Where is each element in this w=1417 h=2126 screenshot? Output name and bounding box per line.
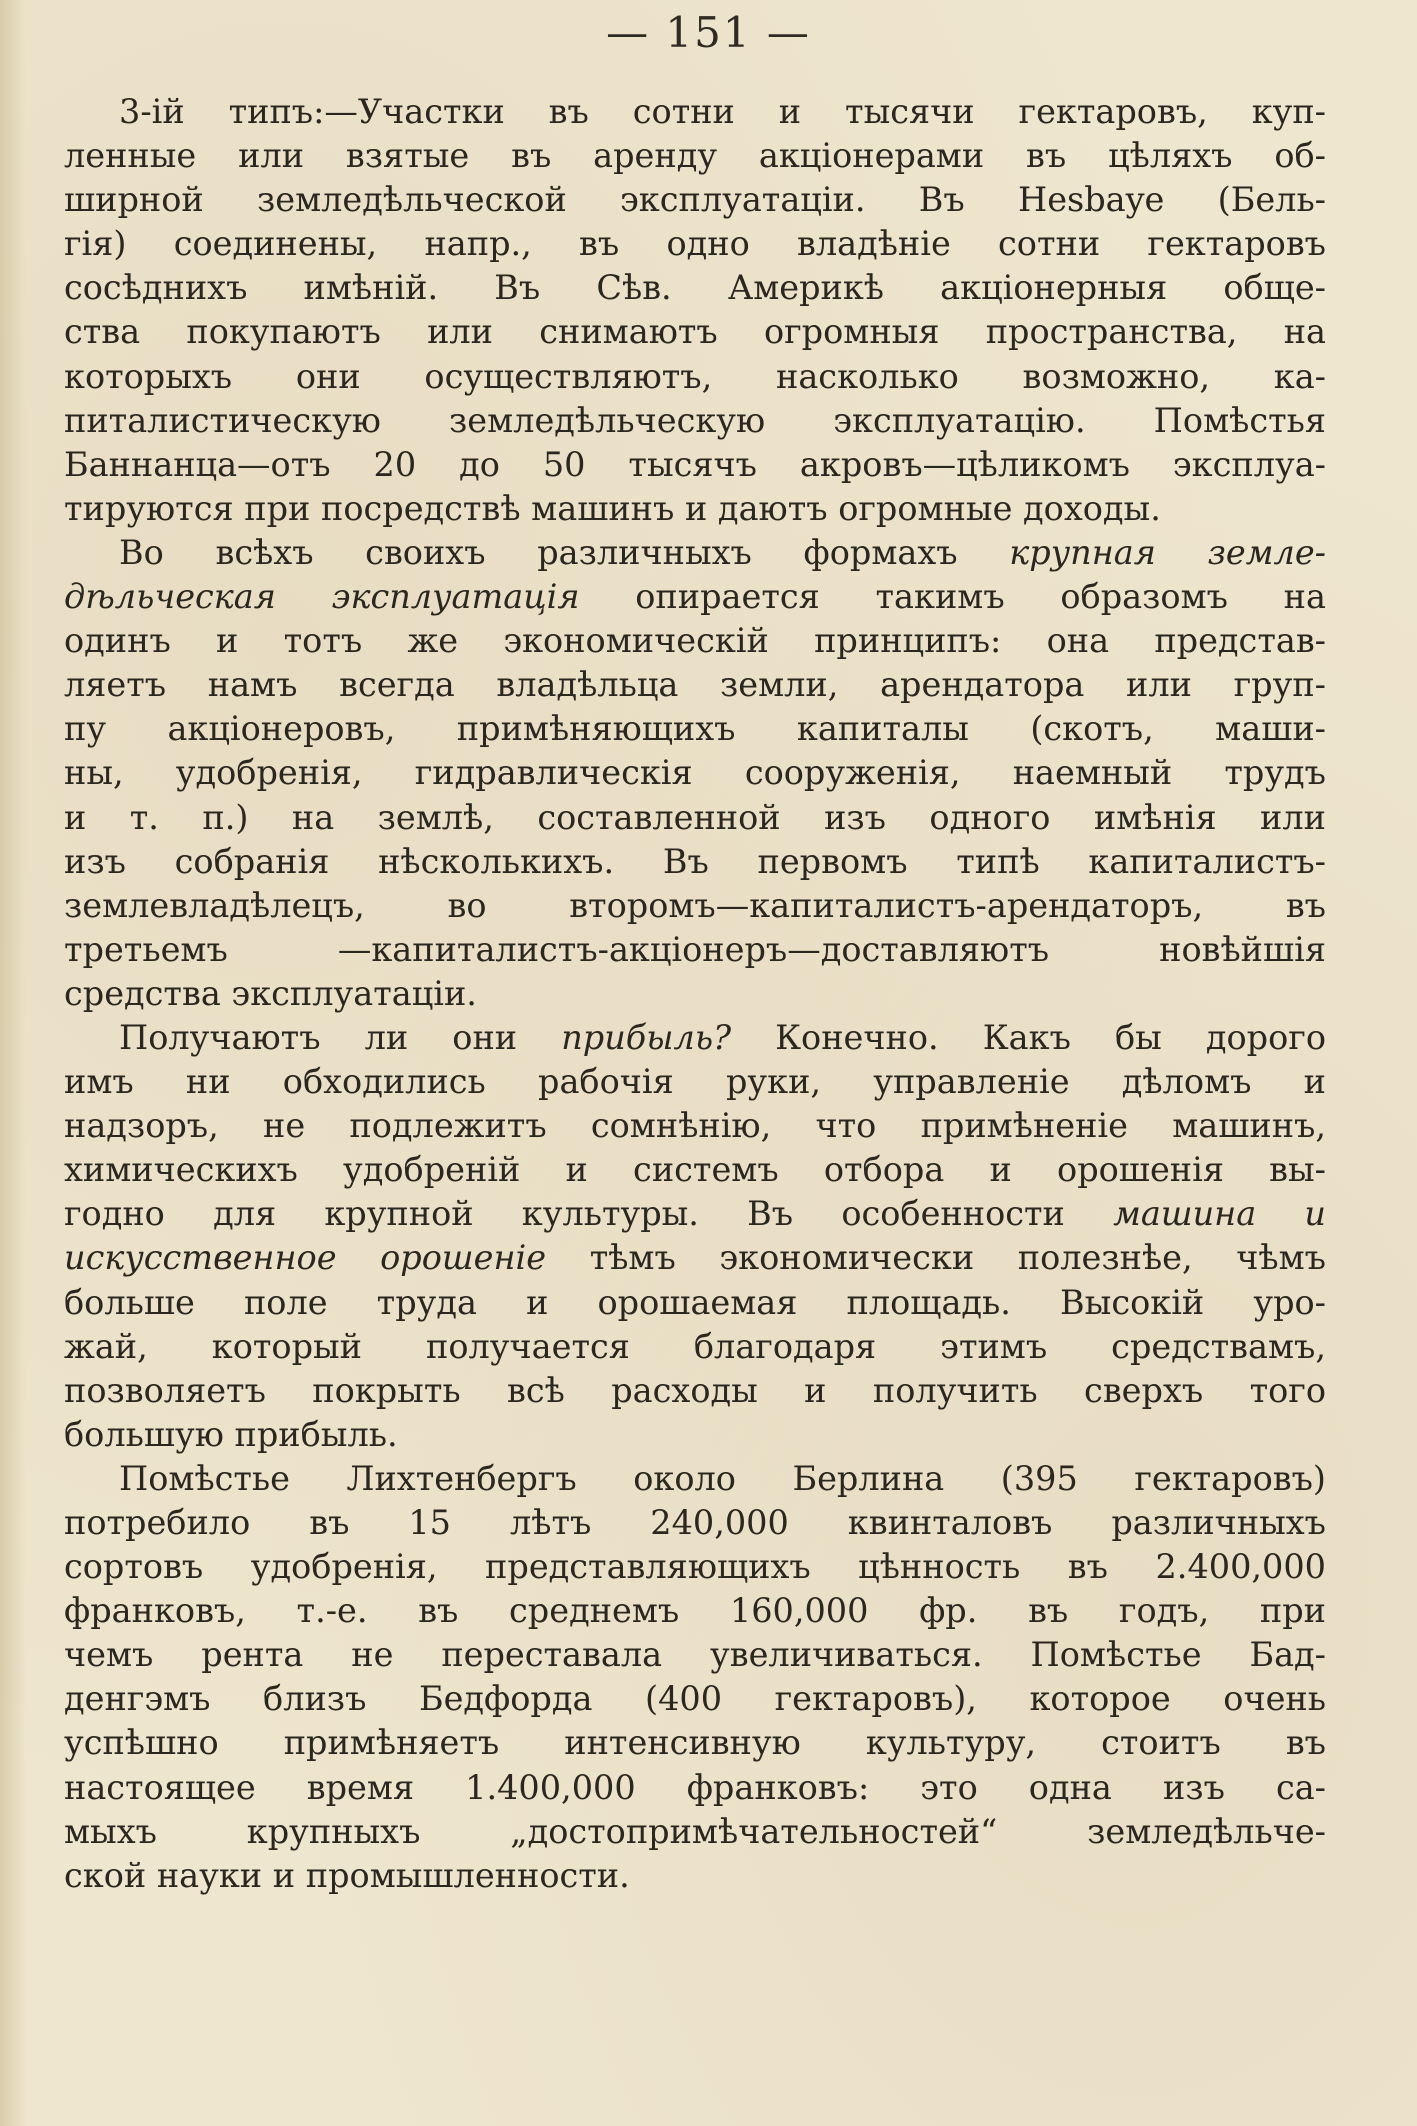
text-run: сортовъ удобренія, представляющихъ цѣнность въ 2.400,000: [64, 1547, 1326, 1587]
text-run: ны, удобренія, гидравлическія сооруженія, наемный трудъ: [64, 753, 1326, 793]
text-line: [64, 1854, 1326, 1898]
italic-text: искусственное орошеніе: [64, 1238, 547, 1278]
text-line: [64, 663, 1326, 707]
text-run: годно для крупной культуры. Въ особенности: [64, 1194, 1114, 1234]
italic-text: машина и: [1113, 1194, 1326, 1234]
text-run: большую прибыль.: [64, 1414, 398, 1454]
text-run: землевладѣлецъ, во второмъ—капиталистъ-арендаторъ, въ: [64, 885, 1326, 925]
text-run: сосѣднихъ имѣній. Въ Сѣв. Америкѣ акціонерныя обще-: [64, 268, 1326, 308]
text-run: Получаютъ ли они: [119, 1017, 562, 1057]
text-run: жай, который получается благодаря этимъ средствамъ,: [64, 1326, 1326, 1366]
text-run: Конечно. Какъ бы дорого: [731, 1017, 1327, 1057]
text-run: чемъ рента не переставала увеличиваться. Помѣстье Бад-: [64, 1635, 1326, 1675]
text-run: больше поле труда и орошаемая площадь. Высокій уро-: [64, 1282, 1326, 1322]
text-run: надзоръ, не подлежитъ сомнѣнію, что примѣненіе машинъ,: [64, 1106, 1326, 1146]
text-line: [64, 310, 1326, 354]
italic-text: дѣльческая эксплуатація: [64, 577, 580, 617]
text-line: [64, 90, 1326, 134]
text-line: [64, 619, 1326, 663]
text-line: [64, 707, 1326, 751]
text-run: позволяетъ покрыть всѣ расходы и получить сверхъ того: [64, 1370, 1326, 1410]
text-line: [64, 972, 1326, 1016]
text-line: [64, 1766, 1326, 1810]
text-run: ширной земледѣльческой эксплуатаціи. Въ Hesbaye (Бель-: [64, 180, 1326, 220]
text-line: [64, 134, 1326, 178]
text-run: имъ ни обходились рабочія руки, управленіе дѣломъ и: [64, 1062, 1326, 1102]
text-line: [64, 1016, 1326, 1060]
text-line: [64, 1369, 1326, 1413]
text-run: которыхъ они осуществляютъ, насколько возможно, ка-: [64, 356, 1326, 396]
text-run: мыхъ крупныхъ „достопримѣчательностей“ земледѣльче-: [64, 1811, 1326, 1851]
text-line: [64, 1501, 1326, 1545]
text-line: [64, 222, 1326, 266]
body-text: [64, 90, 1326, 1898]
text-line: [64, 1281, 1326, 1325]
page-binding-shadow: [0, 0, 26, 2126]
text-run: Помѣстье Лихтенбергъ около Берлина (395 гектаровъ): [119, 1458, 1326, 1498]
text-run: ской науки и промышленности.: [64, 1855, 630, 1895]
text-run: средства эксплуатаціи.: [64, 973, 477, 1013]
text-line: [64, 1192, 1326, 1236]
text-line: [64, 399, 1326, 443]
text-run: опирается такимъ образомъ на: [579, 577, 1326, 617]
text-run: настоящее время 1.400,000 франковъ: это одна изъ са-: [64, 1767, 1326, 1807]
text-line: [64, 796, 1326, 840]
text-run: ства покупаютъ или снимаютъ огромныя пространства, на: [64, 312, 1326, 352]
text-line: [64, 1589, 1326, 1633]
text-line: [64, 1545, 1326, 1589]
text-run: потребило въ 15 лѣтъ 240,000 квинталовъ различныхъ: [64, 1503, 1326, 1542]
text-run: Баннанца—отъ 20 до 50 тысячъ акровъ—цѣликомъ эксплуа-: [64, 444, 1326, 484]
text-run: тѣмъ экономически полезнѣе, чѣмъ: [546, 1238, 1326, 1278]
text-run: 3-ій типъ:—Участки въ сотни и тысячи гектаровъ, куп-: [119, 92, 1326, 131]
italic-text: крупная земле-: [1009, 532, 1326, 572]
text-line: [64, 1677, 1326, 1721]
text-line: [64, 531, 1326, 575]
text-line: [64, 1104, 1326, 1148]
text-run: успѣшно примѣняетъ интенсивную культуру, стоитъ въ: [64, 1723, 1326, 1763]
text-run: франковъ, т.-е. въ среднемъ 160,000 фр. въ годъ, при: [64, 1591, 1326, 1631]
text-run: и т. п.) на землѣ, составленной изъ одного имѣнія или: [64, 797, 1326, 837]
text-line: [64, 178, 1326, 222]
text-run: ляетъ намъ всегда владѣльца земли, арендатора или груп-: [64, 665, 1326, 705]
text-run: ленные или взятые въ аренду акціонерами въ цѣляхъ об-: [64, 136, 1326, 176]
italic-text: прибыль?: [561, 1017, 732, 1057]
text-line: [64, 751, 1326, 795]
text-line: [64, 1721, 1326, 1765]
text-run: химическихъ удобреній и системъ отбора и орошенія вы-: [64, 1150, 1326, 1190]
text-line: [64, 575, 1326, 619]
text-run: питалистическую земледѣльческую эксплуатацію. Помѣстья: [64, 400, 1326, 440]
text-run: тируются при посредствѣ машинъ и даютъ огромные доходы.: [64, 488, 1161, 528]
text-run: денгэмъ близъ Бедфорда (400 гектаровъ), которое очень: [64, 1679, 1326, 1719]
text-line: [64, 1633, 1326, 1677]
text-run: изъ собранія нѣсколькихъ. Въ первомъ типѣ капиталистъ-: [64, 841, 1326, 881]
text-line: [64, 1236, 1326, 1280]
text-line: [64, 884, 1326, 928]
text-line: [64, 443, 1326, 487]
text-run: одинъ и тотъ же экономическій принципъ: она представ-: [64, 621, 1326, 661]
page-number: — 151 —: [606, 8, 811, 57]
text-line: [64, 1457, 1326, 1501]
text-run: третьемъ —капиталистъ-акціонеръ—доставляютъ новѣйшія: [64, 929, 1326, 969]
text-run: пу акціонеровъ, примѣняющихъ капиталы (скотъ, маши-: [64, 709, 1326, 749]
text-line: [64, 1413, 1326, 1457]
text-line: [64, 840, 1326, 884]
text-line: [64, 1325, 1326, 1369]
text-line: [64, 1810, 1326, 1854]
text-line: [64, 1060, 1326, 1104]
text-line: [64, 487, 1326, 531]
text-run: Во всѣхъ своихъ различныхъ формахъ: [119, 532, 1010, 572]
text-line: [64, 266, 1326, 310]
text-line: [64, 928, 1326, 972]
text-run: гія) соединены, напр., въ одно владѣніе сотни гектаровъ: [64, 224, 1326, 264]
text-line: [64, 1148, 1326, 1192]
text-line: [64, 355, 1326, 399]
